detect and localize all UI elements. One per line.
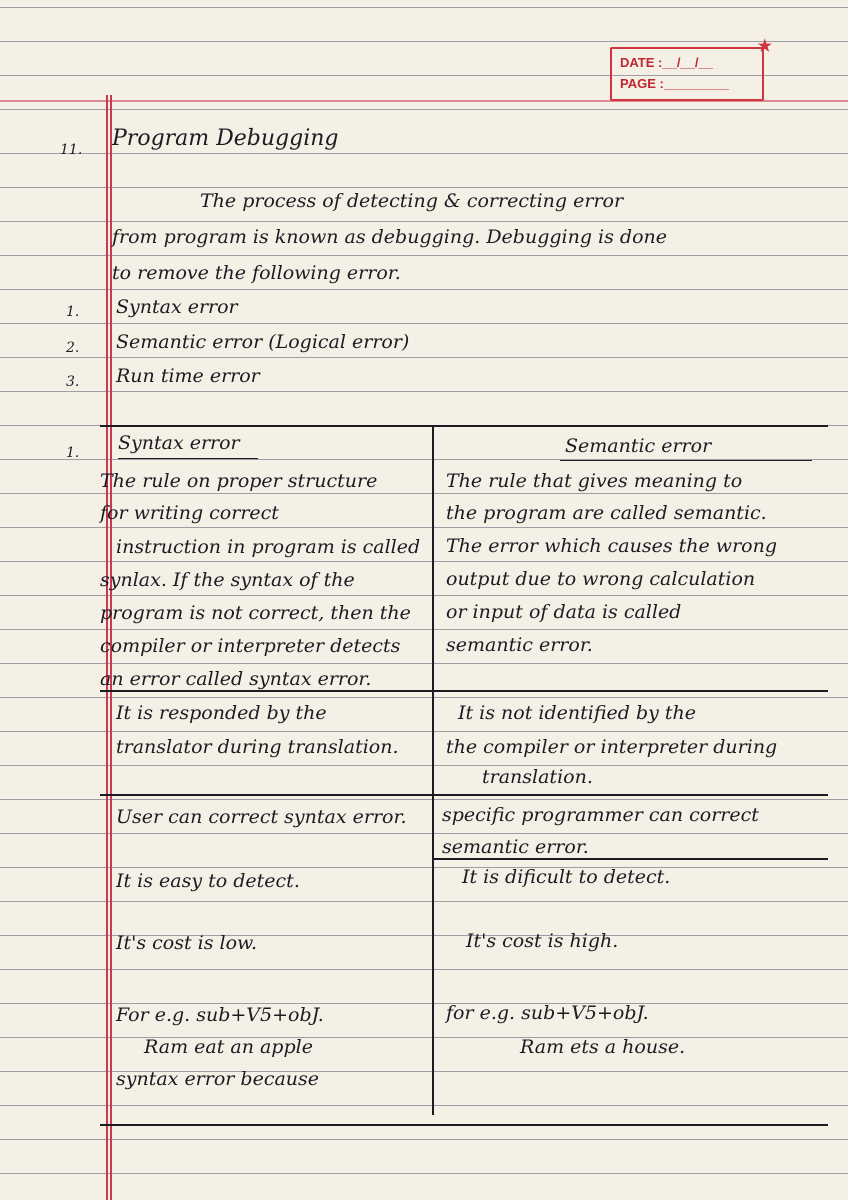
list-number: 1. xyxy=(66,304,80,320)
left-cost: It's cost is low. xyxy=(116,932,258,954)
right-cost: It's cost is high. xyxy=(466,930,619,952)
right-correct-line: semantic error. xyxy=(442,836,589,858)
list-item: Syntax error xyxy=(116,296,238,318)
list-number: 3. xyxy=(66,374,80,390)
left-def-line: an error called syntax error. xyxy=(100,668,372,690)
left-def-line: The rule on proper structure xyxy=(100,470,378,492)
right-example-line: Ram ets a house. xyxy=(520,1036,686,1058)
list-item: Semantic error (Logical error) xyxy=(116,331,410,353)
comparison-number: 1. xyxy=(66,445,80,461)
page-label: PAGE :_________ xyxy=(620,76,729,91)
left-detect-line: It is responded by the xyxy=(116,702,327,724)
right-def-line: The error which causes the wrong xyxy=(446,535,777,557)
left-def-line: for writing correct xyxy=(100,502,279,524)
right-detect-line: the compiler or interpreter during xyxy=(446,736,778,758)
right-heading: Semantic error xyxy=(565,435,712,457)
table-column-divider xyxy=(432,425,434,1115)
intro-line-1: The process of detecting & correcting error xyxy=(200,190,624,212)
list-number: 2. xyxy=(66,340,80,356)
left-def-line: synlax. If the syntax of the xyxy=(100,569,355,591)
left-def-line: compiler or interpreter detects xyxy=(100,635,401,657)
row-divider xyxy=(434,858,828,860)
row-divider xyxy=(100,794,828,796)
list-item: Run time error xyxy=(116,365,260,387)
intro-line-3: to remove the following error. xyxy=(112,262,401,284)
right-ease: It is dificult to detect. xyxy=(462,866,671,888)
right-detect-line: translation. xyxy=(482,766,593,788)
right-correct-line: specific programmer can correct xyxy=(442,804,759,826)
left-example-line: Ram eat an apple xyxy=(144,1036,313,1058)
intro-line-2: from program is known as debugging. Debugging is done xyxy=(112,226,667,248)
right-def-line: the program are called semantic. xyxy=(446,502,767,524)
date-label: DATE :__/__/__ xyxy=(620,55,713,70)
right-detect-line: It is not identified by the xyxy=(458,702,697,724)
right-example-line: for e.g. sub+V5+obJ. xyxy=(446,1002,649,1024)
left-detect-line: translator during translation. xyxy=(116,736,399,758)
right-heading-underline xyxy=(560,460,812,461)
heading-number: 11. xyxy=(60,142,83,158)
table-bottom-rule xyxy=(100,1124,828,1126)
right-def-line: output due to wrong calculation xyxy=(446,568,756,590)
left-example-line: For e.g. sub+V5+obJ. xyxy=(116,1004,324,1026)
right-def-line: The rule that gives meaning to xyxy=(446,470,743,492)
left-ease: It is easy to detect. xyxy=(116,870,300,892)
right-def-line: or input of data is called xyxy=(446,601,682,623)
date-page-stamp xyxy=(610,38,772,101)
table-top-rule xyxy=(100,425,828,427)
left-def-line: instruction in program is called xyxy=(116,536,421,558)
star-icon: ★ xyxy=(757,38,772,55)
left-heading: Syntax error xyxy=(118,432,240,454)
left-def-line: program is not correct, then the xyxy=(100,602,411,624)
left-correct: User can correct syntax error. xyxy=(116,806,407,828)
page-title: Program Debugging xyxy=(112,126,339,151)
left-example-line: syntax error because xyxy=(116,1068,320,1090)
row-divider xyxy=(100,690,828,692)
right-def-line: semantic error. xyxy=(446,634,593,656)
left-heading-underline xyxy=(118,458,258,459)
